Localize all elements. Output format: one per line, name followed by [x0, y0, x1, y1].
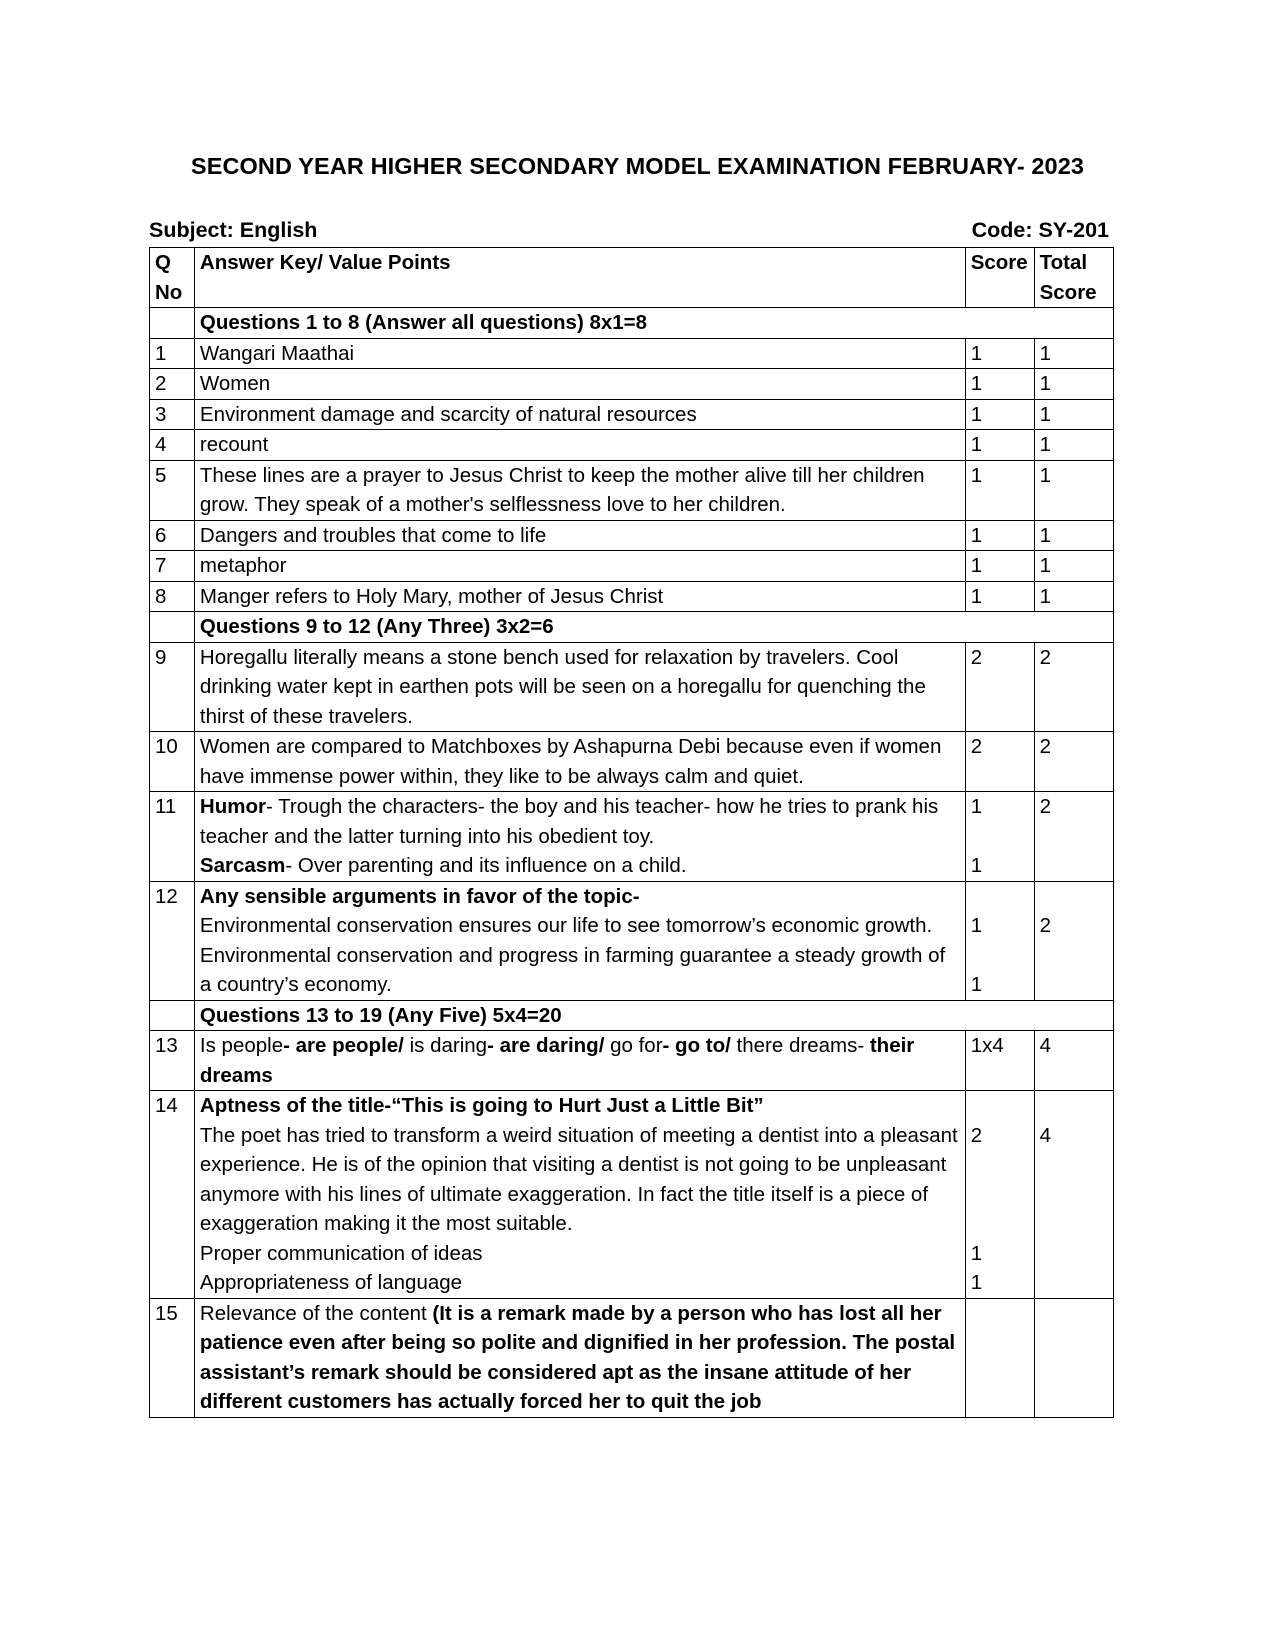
question-number: 5 [150, 460, 195, 520]
total-score-cell: 1 [1034, 399, 1113, 430]
table-row [150, 520, 1114, 551]
table-row [150, 732, 1114, 792]
answer-heading: Any sensible arguments in favor of the topic- [199, 884, 640, 908]
total-score-cell [1034, 1091, 1113, 1299]
answer-text: These lines are a prayer to Jesus Christ to keep the mother alive till her children grow. They speak of a mother's selflessness love to her children. [194, 460, 965, 520]
table-row [150, 460, 1114, 520]
score-cell: 1 [965, 338, 1034, 369]
total-score-cell: 4 [1034, 1031, 1113, 1091]
total-score-cell [1034, 1298, 1113, 1417]
score-cell [965, 792, 1034, 882]
score-cell [965, 1298, 1034, 1417]
header-total: Total Score [1034, 248, 1113, 308]
page-title: SECOND YEAR HIGHER SECONDARY MODEL EXAMINATION FEBRUARY- 2023 [190, 153, 1085, 179]
score-cell: 2 [965, 642, 1034, 732]
table-row [150, 1298, 1114, 1417]
total-score-cell: 2 [1034, 732, 1113, 792]
section-heading: Questions 13 to 19 (Any Five) 5x4=20 [194, 1000, 965, 1031]
score-value: 1 [970, 1271, 983, 1294]
header-answer: Answer Key/ Value Points [194, 248, 965, 308]
score-value: 1 [970, 854, 983, 877]
answer-point: Environmental conservation and progress in farming guarantee a steady growth of a country’s economy. [199, 943, 946, 996]
table-row [150, 792, 1114, 882]
question-number: 2 [150, 369, 195, 400]
answer-text [194, 881, 965, 1000]
total-score-cell: 1 [1034, 338, 1113, 369]
question-number: 9 [150, 642, 195, 732]
answer-point: Appropriateness of language [199, 1271, 463, 1294]
total-score-cell: 1 [1034, 369, 1113, 400]
answer-text: Is people- are people/ is daring- are daring/ go for- go to/ there dreams- their dreams [194, 1031, 965, 1091]
answer-point: The poet has tried to transform a weird situation of meeting a dentist into a pleasant experience. He is of the opinion that visiting a dentist is not going to be unpleasant anymore with his lines of ultimate exaggeration. In fact the title itself is a piece of exaggeration making it the most suitable. [199, 1123, 958, 1235]
total-value: 4 [1039, 1123, 1052, 1147]
question-number: 3 [150, 399, 195, 430]
score-cell [965, 1091, 1034, 1299]
answer-text: Horegallu literally means a stone bench used for relaxation by travelers. Cool drinking water kept in earthen pots will be seen on a horegallu for quenching the thirst of these travelers. [194, 642, 965, 732]
question-number: 6 [150, 520, 195, 551]
score-value: 1 [970, 914, 983, 937]
table-row [150, 430, 1114, 461]
question-number: 4 [150, 430, 195, 461]
question-number: 10 [150, 732, 195, 792]
total-score-cell: 2 [1034, 642, 1113, 732]
score-cell: 1x4 [965, 1031, 1034, 1091]
score-cell: 1 [965, 369, 1034, 400]
table-row [150, 338, 1114, 369]
table-row [150, 881, 1114, 1000]
answer-text: Women [194, 369, 965, 400]
score-cell: 1 [965, 430, 1034, 461]
question-number: 7 [150, 551, 195, 582]
total-score-cell [1034, 881, 1113, 1000]
table-row [150, 1091, 1114, 1299]
section-heading: Questions 9 to 12 (Any Three) 3x2=6 [194, 612, 965, 643]
table-header-row [150, 248, 1114, 308]
total-score-cell: 1 [1034, 520, 1113, 551]
table-row [150, 399, 1114, 430]
answer-text: recount [194, 430, 965, 461]
score-value: 2 [970, 1123, 983, 1147]
question-number: 15 [150, 1298, 195, 1417]
score-cell: 1 [965, 399, 1034, 430]
table-row [150, 551, 1114, 582]
table-row [150, 581, 1114, 612]
question-number: 14 [150, 1091, 195, 1299]
score-cell [965, 881, 1034, 1000]
question-number: 8 [150, 581, 195, 612]
table-row [150, 369, 1114, 400]
question-number: 1 [150, 338, 195, 369]
answer-text: Dangers and troubles that come to life [194, 520, 965, 551]
question-number: 13 [150, 1031, 195, 1091]
score-cell: 2 [965, 732, 1034, 792]
humor-text: - Trough the characters- the boy and his teacher- how he tries to prank his teacher and the latter turning into his obedient toy. [199, 795, 939, 848]
score-cell: 1 [965, 581, 1034, 612]
answer-text: Women are compared to Matchboxes by Ashapurna Debi because even if women have immense power within, they like to be always calm and quiet. [194, 732, 965, 792]
answer-point: Environmental conservation ensures our life to see tomorrow’s economic growth. [199, 914, 933, 937]
total-value: 2 [1039, 914, 1052, 937]
answer-text [194, 792, 965, 882]
total-score-cell: 1 [1034, 460, 1113, 520]
header-score: Score [965, 248, 1034, 308]
answer-text: Wangari Maathai [194, 338, 965, 369]
subject-label: Subject: English [149, 218, 318, 242]
sarcasm-label: Sarcasm [199, 854, 286, 877]
score-value: 1 [970, 795, 983, 818]
subject-line [149, 218, 1109, 246]
score-cell: 1 [965, 551, 1034, 582]
humor-label: Humor [199, 795, 266, 818]
score-cell: 1 [965, 460, 1034, 520]
answer-text: Environment damage and scarcity of natural resources [194, 399, 965, 430]
sarcasm-point [200, 851, 960, 881]
section-row [150, 612, 1114, 643]
question-number: 12 [150, 881, 195, 1000]
header-qno: Q No [150, 248, 195, 308]
table-row [150, 642, 1114, 732]
humor-point [200, 792, 960, 851]
sarcasm-text: - Over parenting and its influence on a child. [285, 854, 687, 877]
answer-text: metaphor [194, 551, 965, 582]
total-score-cell: 1 [1034, 430, 1113, 461]
answer-point: Proper communication of ideas [199, 1241, 483, 1265]
score-cell: 1 [965, 520, 1034, 551]
question-number: 11 [150, 792, 195, 882]
answer-heading: Aptness of the title-“This is going to Hurt Just a Little Bit” [199, 1094, 764, 1117]
total-score-cell: 1 [1034, 551, 1113, 582]
score-value: 1 [970, 1241, 983, 1265]
code-label: Code: SY-201 [971, 218, 1109, 242]
section-row [150, 1000, 1114, 1031]
total-score-cell: 2 [1034, 792, 1113, 882]
section-row [150, 308, 1114, 339]
total-score-cell: 1 [1034, 581, 1113, 612]
answer-text: Manger refers to Holy Mary, mother of Jesus Christ [194, 581, 965, 612]
score-value: 1 [970, 973, 983, 996]
answer-text [194, 1091, 965, 1299]
table-row [150, 1031, 1114, 1091]
answer-key-table [149, 247, 1114, 1418]
section-heading: Questions 1 to 8 (Answer all questions) 8x1=8 [194, 308, 965, 339]
answer-text: Relevance of the content (It is a remark made by a person who has lost all her patience even after being so polite and dignified in her profession. The postal assistant’s remark should be considered apt as the insane attitude of her different customers has actually forced her to quit the job [194, 1298, 965, 1417]
